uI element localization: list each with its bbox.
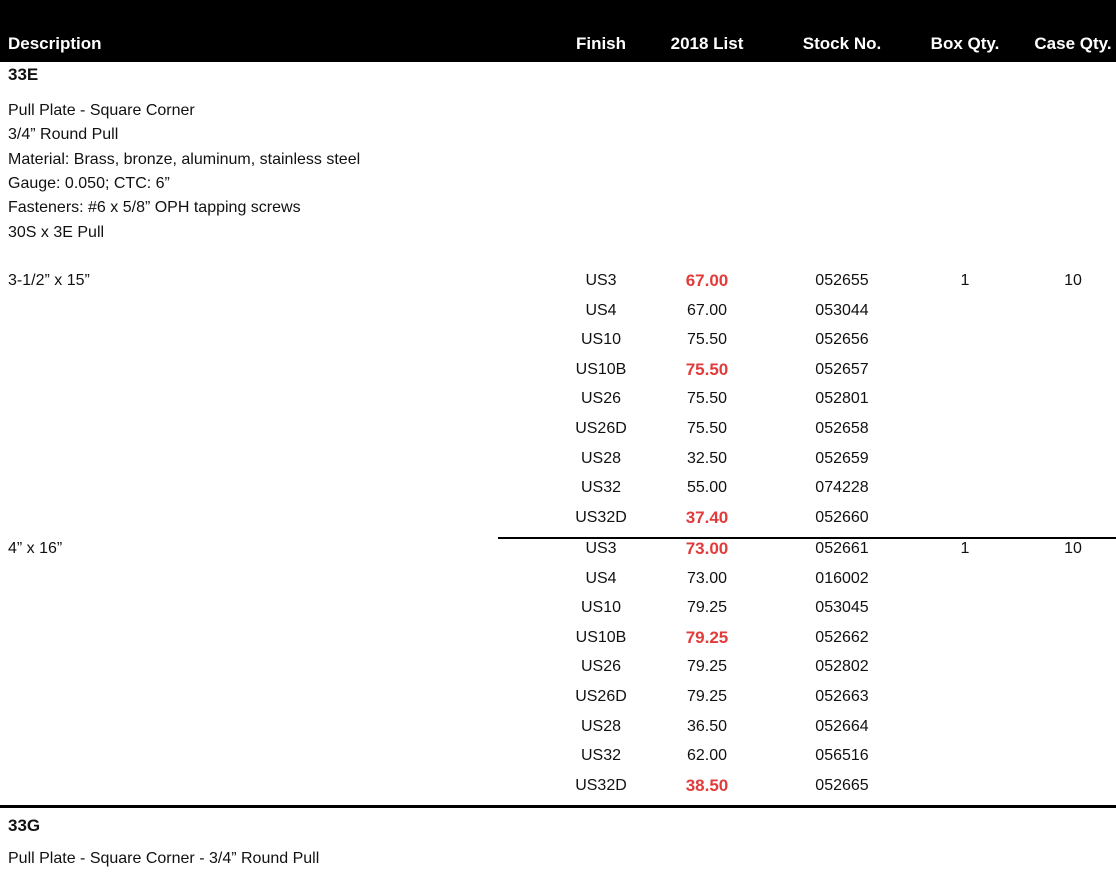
finish-value: US3 xyxy=(585,540,617,557)
case-qty-value: 10 xyxy=(1064,272,1082,289)
box-qty-value: 1 xyxy=(960,540,970,557)
table-header xyxy=(0,0,1116,62)
list-price-value: 75.50 xyxy=(686,390,728,408)
list-price-value: 79.25 xyxy=(685,627,729,647)
case-qty-value: 10 xyxy=(1064,540,1082,557)
list-price-value: 32.50 xyxy=(686,449,728,467)
stock-number-value: 052663 xyxy=(815,688,869,705)
stock-number-value: 052658 xyxy=(815,420,869,437)
list-price-value: 37.40 xyxy=(685,507,729,527)
list-price-value: 67.00 xyxy=(685,271,729,290)
product-description-line: Material: Brass, bronze, aluminum, stainless steel xyxy=(8,150,361,168)
list-price-value: 62.00 xyxy=(686,747,728,765)
stock-number-value: 052660 xyxy=(815,508,869,526)
stock-number-value: 056516 xyxy=(815,747,869,765)
product-description-line: 30S x 3E Pull xyxy=(8,223,105,241)
product-description-line: Pull Plate - Square Corner - 3/4” Round Pull xyxy=(8,850,320,867)
box-qty-value: 1 xyxy=(960,272,970,289)
stock-number-value: 052802 xyxy=(815,658,869,676)
product-description-line: 3/4” Round Pull xyxy=(8,126,119,144)
product-description-line: Pull Plate - Square Corner xyxy=(8,102,195,119)
header-description: Description xyxy=(8,34,102,53)
header-list-price: 2018 List xyxy=(670,34,744,53)
finish-value: US10B xyxy=(575,628,627,646)
stock-number-value: 053045 xyxy=(815,599,869,617)
stock-number-value: 052659 xyxy=(815,449,869,467)
header-stock-no: Stock No. xyxy=(802,34,882,53)
list-price-value: 79.25 xyxy=(686,658,728,676)
product-code-33e: 33E xyxy=(8,65,39,84)
section-divider xyxy=(0,805,1116,808)
product-description-line: Fasteners: #6 x 5/8” OPH tapping screws xyxy=(8,199,301,217)
stock-number-value: 052661 xyxy=(815,540,869,557)
list-price-value: 73.00 xyxy=(685,539,729,558)
stock-number-value: 074228 xyxy=(815,479,869,497)
list-price-value: 75.50 xyxy=(686,331,728,349)
stock-number-value: 052662 xyxy=(815,628,869,646)
group-divider xyxy=(498,537,1116,539)
finish-value: US4 xyxy=(585,301,617,319)
finish-value: US10 xyxy=(580,331,622,349)
finish-value: US32 xyxy=(580,747,622,765)
header-box-qty: Box Qty. xyxy=(930,34,1000,53)
list-price-value: 75.50 xyxy=(686,420,728,437)
finish-value: US10B xyxy=(575,360,627,378)
stock-number-value: 052656 xyxy=(815,331,869,349)
finish-value: US26 xyxy=(580,390,622,408)
stock-number-value: 053044 xyxy=(815,301,869,319)
header-case-qty: Case Qty. xyxy=(1034,34,1112,53)
finish-value: US26 xyxy=(580,658,622,676)
list-price-value: 79.25 xyxy=(686,599,728,617)
finish-value: US10 xyxy=(580,599,622,617)
size-label: 3-1/2” x 15” xyxy=(8,272,90,289)
finish-value: US26D xyxy=(575,688,627,705)
finish-value: US32 xyxy=(580,479,622,497)
finish-value: US32D xyxy=(575,776,627,794)
header-finish: Finish xyxy=(575,34,627,53)
finish-value: US3 xyxy=(585,272,617,289)
stock-number-value: 052801 xyxy=(815,390,869,408)
stock-number-value: 052664 xyxy=(815,717,869,735)
stock-number-value: 052665 xyxy=(815,776,869,794)
size-label: 4” x 16” xyxy=(8,540,63,557)
product-description-line: Gauge: 0.050; CTC: 6” xyxy=(8,174,170,192)
stock-number-value: 016002 xyxy=(815,569,869,587)
stock-number-value: 052655 xyxy=(815,272,869,289)
list-price-value: 67.00 xyxy=(686,301,728,319)
finish-value: US28 xyxy=(580,449,622,467)
finish-value: US26D xyxy=(575,420,627,437)
finish-value: US28 xyxy=(580,717,622,735)
list-price-value: 55.00 xyxy=(686,479,728,497)
stock-number-value: 052657 xyxy=(815,360,869,378)
list-price-value: 79.25 xyxy=(686,688,728,705)
list-price-value: 75.50 xyxy=(685,359,729,379)
finish-value: US4 xyxy=(585,569,617,587)
finish-value: US32D xyxy=(575,508,627,526)
product-code-33g: 33G xyxy=(8,816,41,835)
list-price-value: 73.00 xyxy=(686,569,728,587)
list-price-value: 38.50 xyxy=(685,775,729,795)
list-price-value: 36.50 xyxy=(686,717,728,735)
